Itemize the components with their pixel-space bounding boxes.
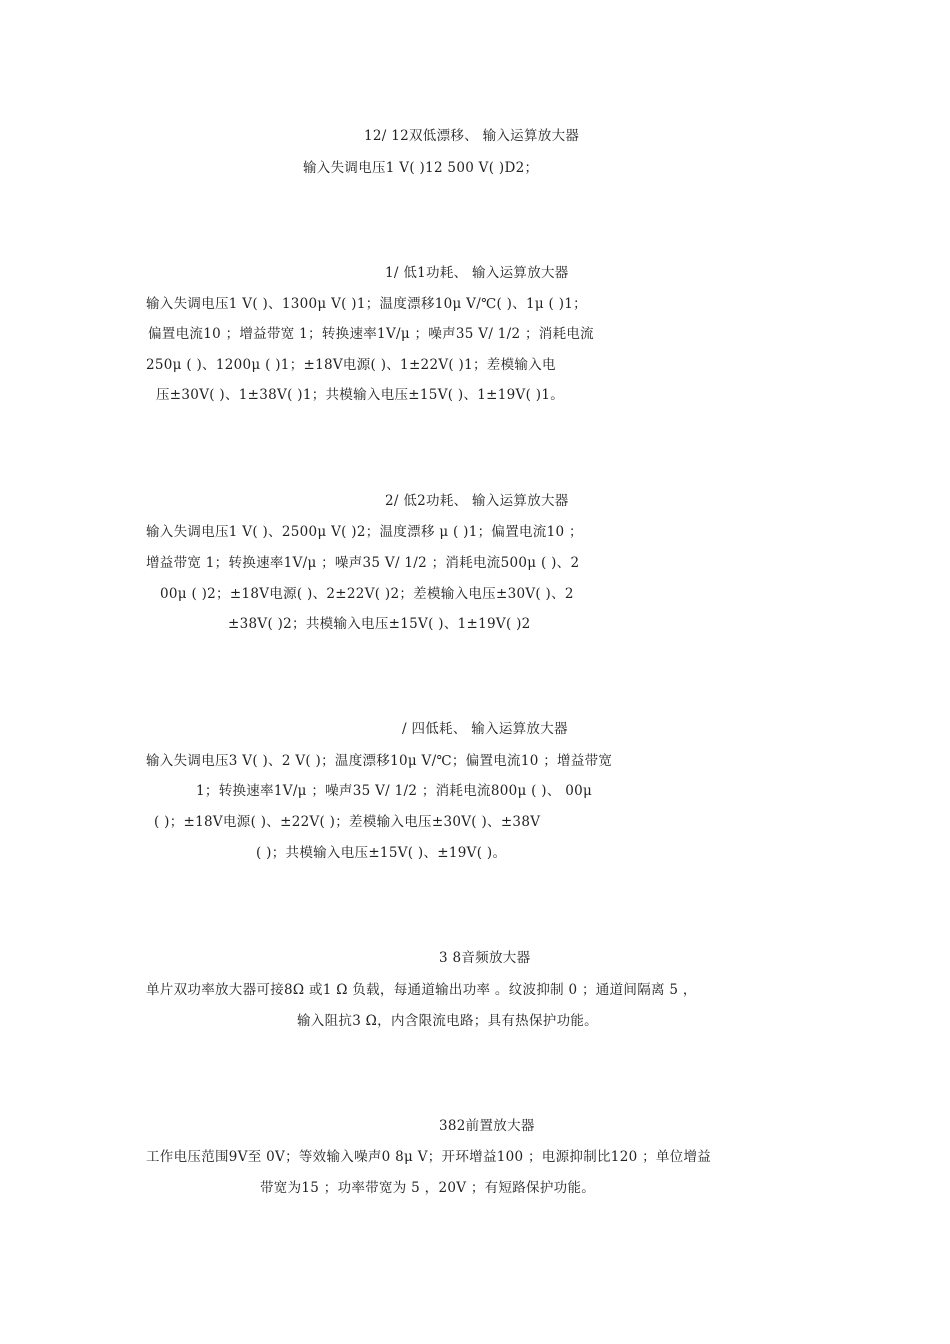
section-2-line-1: 增益带宽 1；转换速率1V/μ ；噪声35 V/ 1/2 ；消耗电流500μ ( )、2 (146, 555, 580, 571)
section-0-line-0: 输入失调电压1 V( )12 500 V( )D2； (303, 160, 539, 176)
section-title-4: 3 8音频放大器 (439, 950, 531, 966)
section-1-line-3: 压±30V( )、1±38V( )1；共模输入电压±15V( )、1±19V( )1。 (156, 387, 565, 403)
section-title-1: 1/ 低1功耗、 输入运算放大器 (385, 265, 569, 281)
section-2-line-0: 输入失调电压1 V( )、2500μ V( )2；温度漂移 μ ( )1；偏置电流10 ； (146, 524, 583, 540)
section-1-line-0: 输入失调电压1 V( )、1300μ V( )1；温度漂移10μ V/℃( )、1μ ( )1； (146, 296, 587, 312)
section-3-line-2: ( )；±18V电源( )、±22V( )；差模输入电压±30V( )、±38V (154, 814, 541, 830)
section-title-2: 2/ 低2功耗、 输入运算放大器 (385, 493, 569, 509)
section-4-line-0: 单片双功率放大器可接8Ω 或1 Ω 负载，每通道输出功率 。纹波抑制 0 ；通道间隔离 5 ， (146, 982, 697, 998)
section-5-line-1: 带宽为15 ；功率带宽为 5 ，20V ；有短路保护功能。 (260, 1180, 596, 1196)
section-title-0: 12/ 12双低漂移、 输入运算放大器 (364, 128, 580, 144)
section-1-line-1: 偏置电流10 ；增益带宽 1；转换速率1V/μ ；噪声35 V/ 1/2 ；消耗电流 (148, 326, 594, 342)
section-title-5: 382前置放大器 (439, 1118, 535, 1134)
section-1-line-2: 250μ ( )、1200μ ( )1；±18V电源( )、1±22V( )1；差模输入电 (146, 357, 556, 373)
section-2-line-3: ±38V( )2；共模输入电压±15V( )、1±19V( )2 (228, 616, 531, 632)
section-3-line-0: 输入失调电压3 V( )、2 V( )；温度漂移10μ V/℃；偏置电流10 ；增益带宽 (146, 753, 613, 769)
section-title-3: / 四低耗、 输入运算放大器 (402, 721, 568, 737)
section-3-line-1: 1；转换速率1V/μ ；噪声35 V/ 1/2 ；消耗电流800μ ( )、 00μ (196, 783, 593, 799)
section-2-line-2: 00μ ( )2；±18V电源( )、2±22V( )2；差模输入电压±30V( )、2 (160, 586, 574, 602)
section-3-line-3: ( )；共模输入电压±15V( )、±19V( )。 (256, 845, 507, 861)
section-5-line-0: 工作电压范围9V至 0V；等效输入噪声0 8μ V；开环增益100 ；电源抑制比120 ；单位增益 (146, 1149, 712, 1165)
section-4-line-1: 输入阻抗3 Ω，内含限流电路；具有热保护功能。 (297, 1013, 598, 1029)
